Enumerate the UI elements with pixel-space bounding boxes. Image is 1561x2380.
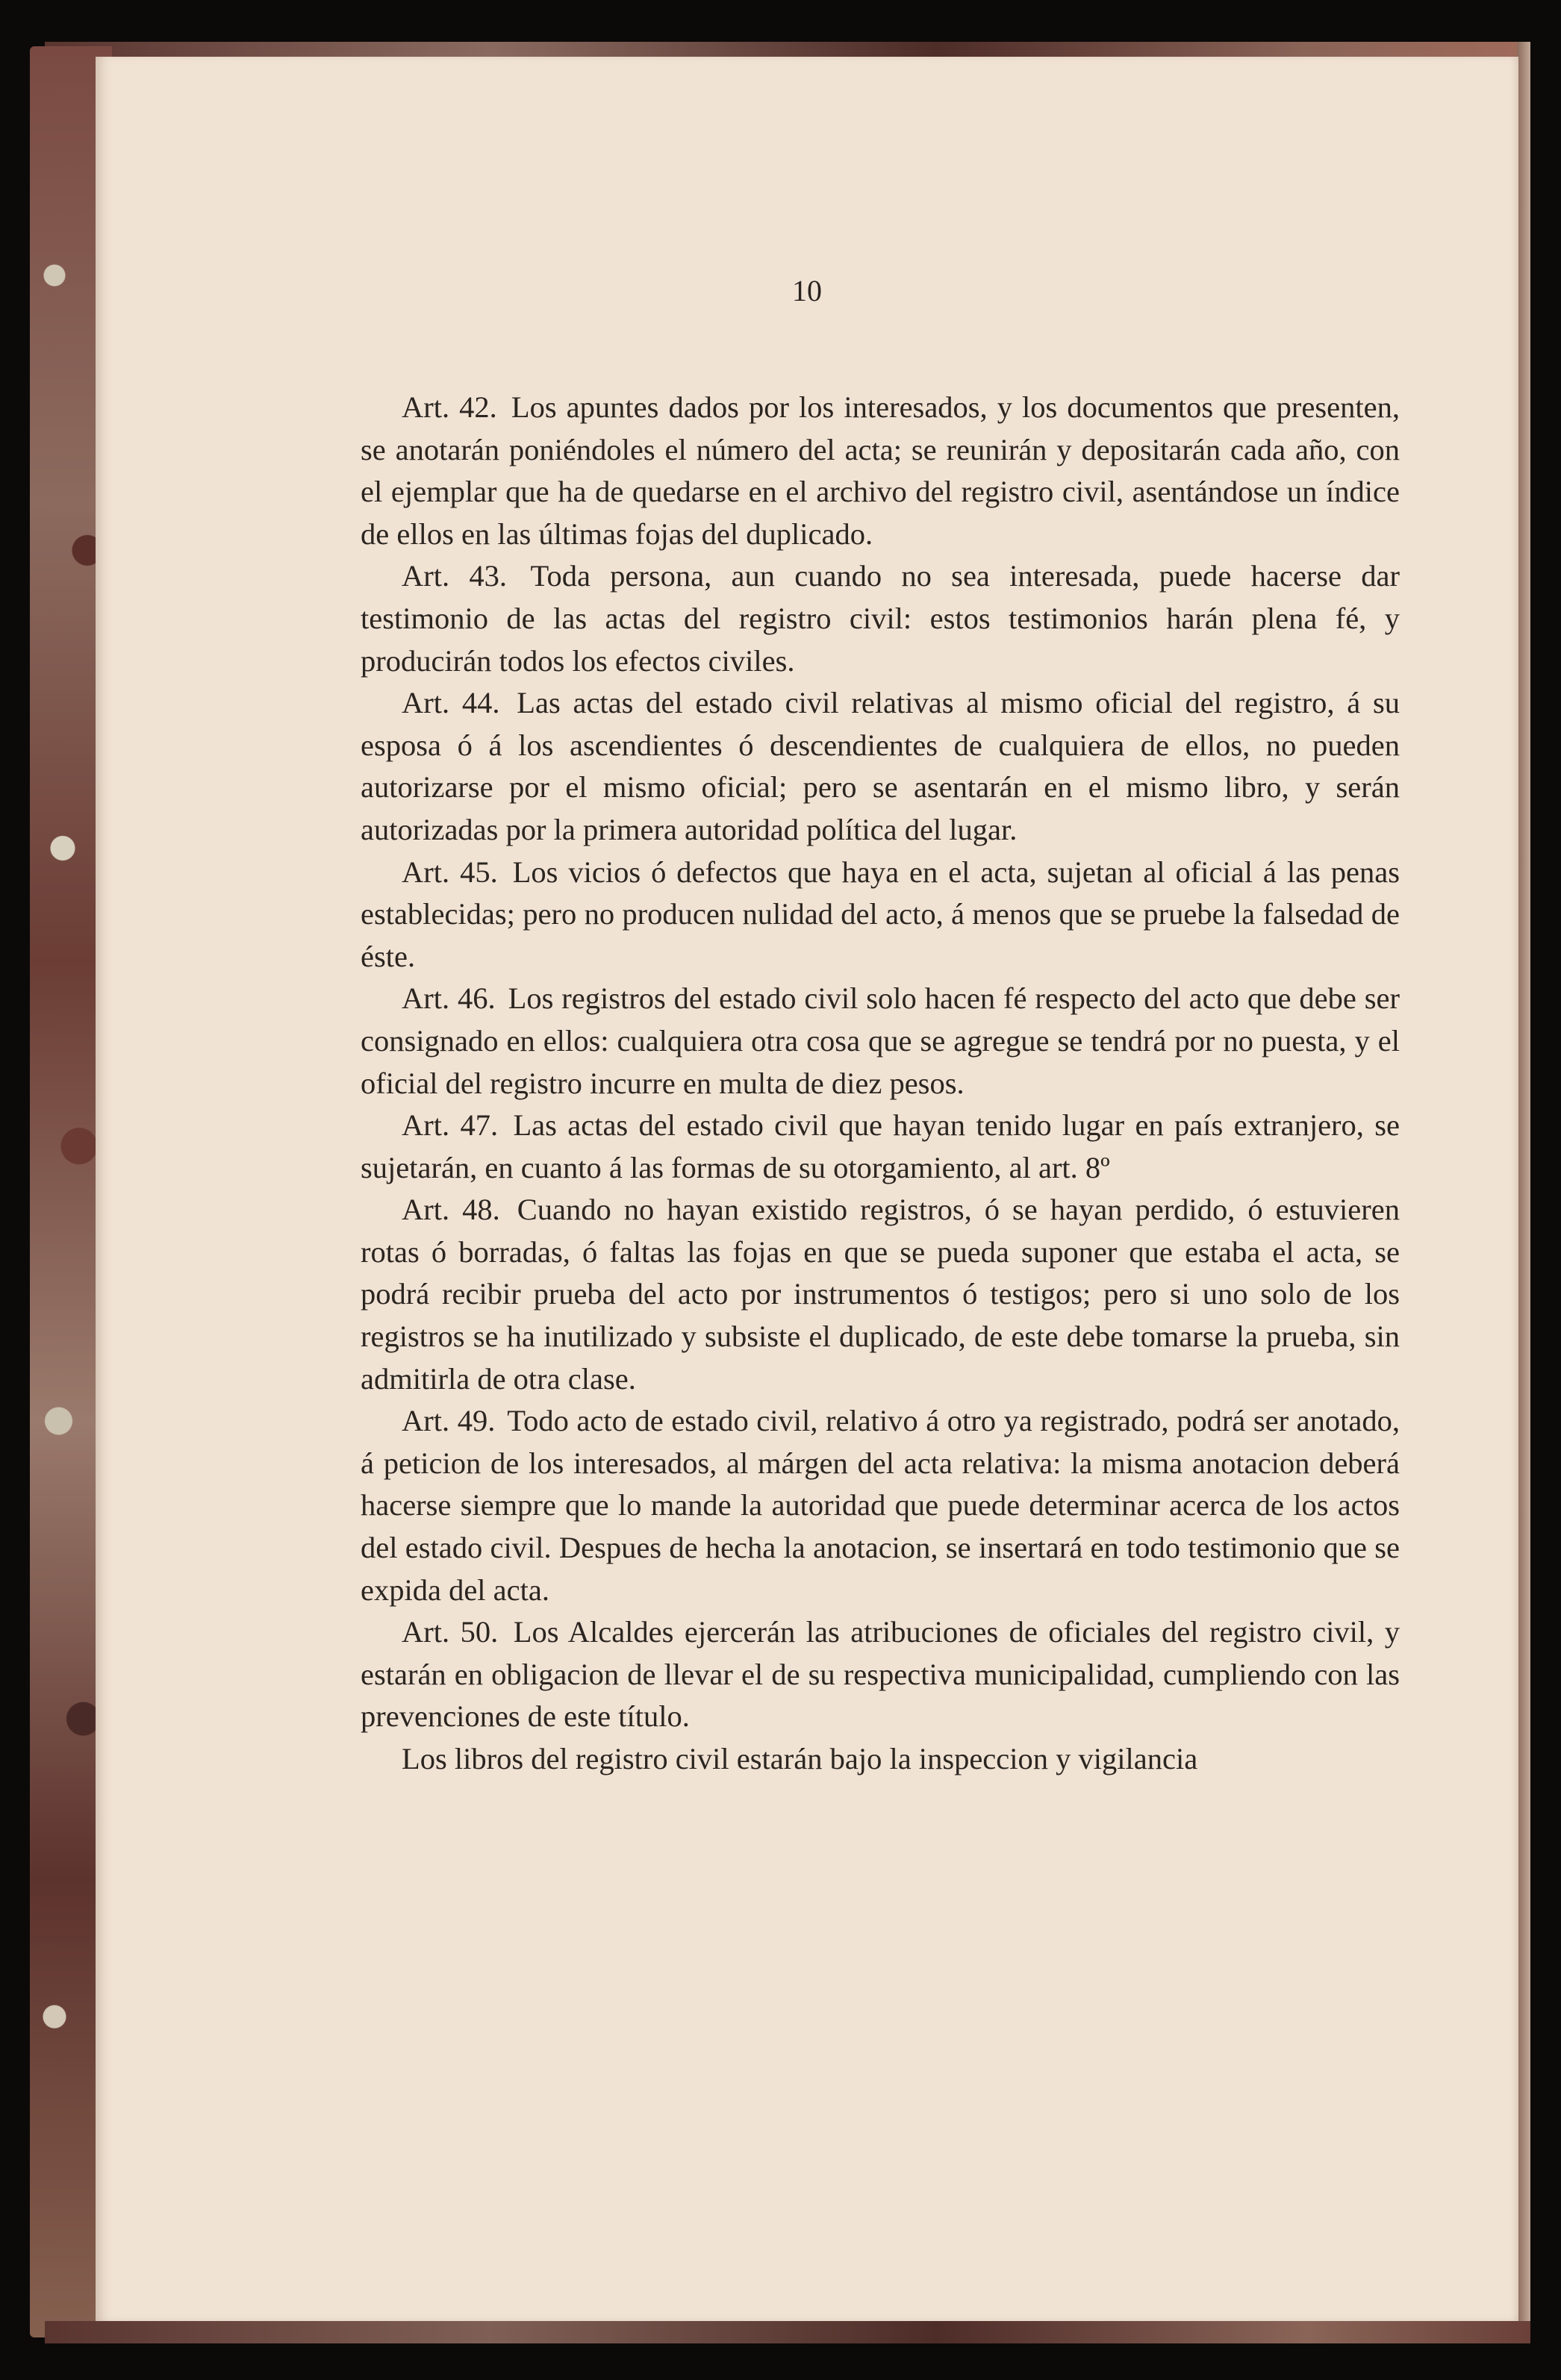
article-text: Los Alcaldes ejercerán las atribuciones de oficiales del registro civil, y estarán en obligacion de llevar el de su respectiva municipalidad, cumpliendo con las prevenciones de este título. <box>361 1615 1400 1734</box>
article-text: Los apuntes dados por los interesados, y los documentos que presenten, se anotarán poniéndoles el número del acta; se reunirán y depositarán cada año, con el ejemplar que ha de quedarse en el archivo del registro civil, asentándose un índice de ellos en las últimas fojas del duplicado. <box>361 390 1400 551</box>
article-label: Art. 45. <box>402 855 498 889</box>
page-body-text <box>361 387 1400 1781</box>
article-44 <box>361 682 1400 851</box>
article-43 <box>361 555 1400 682</box>
article-label: Art. 47. <box>402 1108 499 1143</box>
article-label: Art. 49. <box>402 1404 496 1438</box>
article-label: Art. 43. <box>402 559 507 593</box>
article-text: Toda persona, aun cuando no sea interesada, puede hacerse dar testimonio de las actas del registro civil: estos testimonios harán plena fé, y producirán todos los efectos civiles. <box>361 559 1400 678</box>
article-text: Los vicios ó defectos que haya en el acta, sujetan al oficial á las penas establecidas; pero no producen nulidad del acto, á menos que se pruebe la falsedad de éste. <box>361 855 1400 973</box>
article-text: Cuando no hayan existido registros, ó se hayan perdido, ó estuvieren rotas ó borradas, ó faltas las fojas en que se pueda suponer que estaba el acta, se podrá recibir prueba del acto por instrumentos ó testigos; pero si uno solo de los registros se ha inutilizado y subsiste el duplicado, de este debe tomarse la prueba, sin admitirla de otra clase. <box>361 1193 1400 1396</box>
article-label: Art. 46. <box>402 981 496 1016</box>
article-45 <box>361 852 1400 978</box>
article-text: Las actas del estado civil que hayan tenido lugar en país extranjero, se sujetarán, en cuanto á las formas de su otorgamiento, al art. 8º <box>361 1108 1400 1184</box>
page-number: 10 <box>792 274 822 307</box>
article-label: Art. 44. <box>402 686 500 720</box>
article-label: Art. 48. <box>402 1193 500 1227</box>
article-48 <box>361 1189 1400 1400</box>
article-46 <box>361 978 1400 1105</box>
article-50 <box>361 1611 1400 1738</box>
article-42 <box>361 387 1400 555</box>
book-cover-bottom-edge <box>45 2321 1530 2343</box>
article-label: Art. 42. <box>402 390 497 424</box>
article-text: Las actas del estado civil relativas al mismo oficial del registro, á su esposa ó á los ascendientes ó descendientes de cualquiera de ellos, no pueden autorizarse por el mismo oficial; pero se asentarán en el mismo libro, y serán autorizadas por la primera autoridad política del lugar. <box>361 686 1400 846</box>
article-text: Los registros del estado civil solo hacen fé respecto del acto que debe ser consignado en ellos: cualquiera otra cosa que se agregue se tendrá por no puesta, y el oficial del registro incurre en multa de diez pesos. <box>361 981 1400 1100</box>
article-47 <box>361 1105 1400 1189</box>
book-page <box>96 57 1518 2321</box>
article-49 <box>361 1400 1400 1611</box>
article-text: Todo acto de estado civil, relativo á otro ya registrado, podrá ser anotado, á peticion de los interesados, al márgen del acta relativa: la misma anotacion deberá hacerse siempre que lo mande la autoridad que puede determinar acerca de los actos del estado civil. Despues de hecha la anotacion, se insertará en todo testimonio que se expida del acta. <box>361 1404 1400 1607</box>
book-cover-right-edge <box>1517 42 1530 2343</box>
closing-paragraph: Los libros del registro civil estarán bajo la inspeccion y vigilancia <box>402 1742 1198 1775</box>
article-label: Art. 50. <box>402 1615 499 1649</box>
